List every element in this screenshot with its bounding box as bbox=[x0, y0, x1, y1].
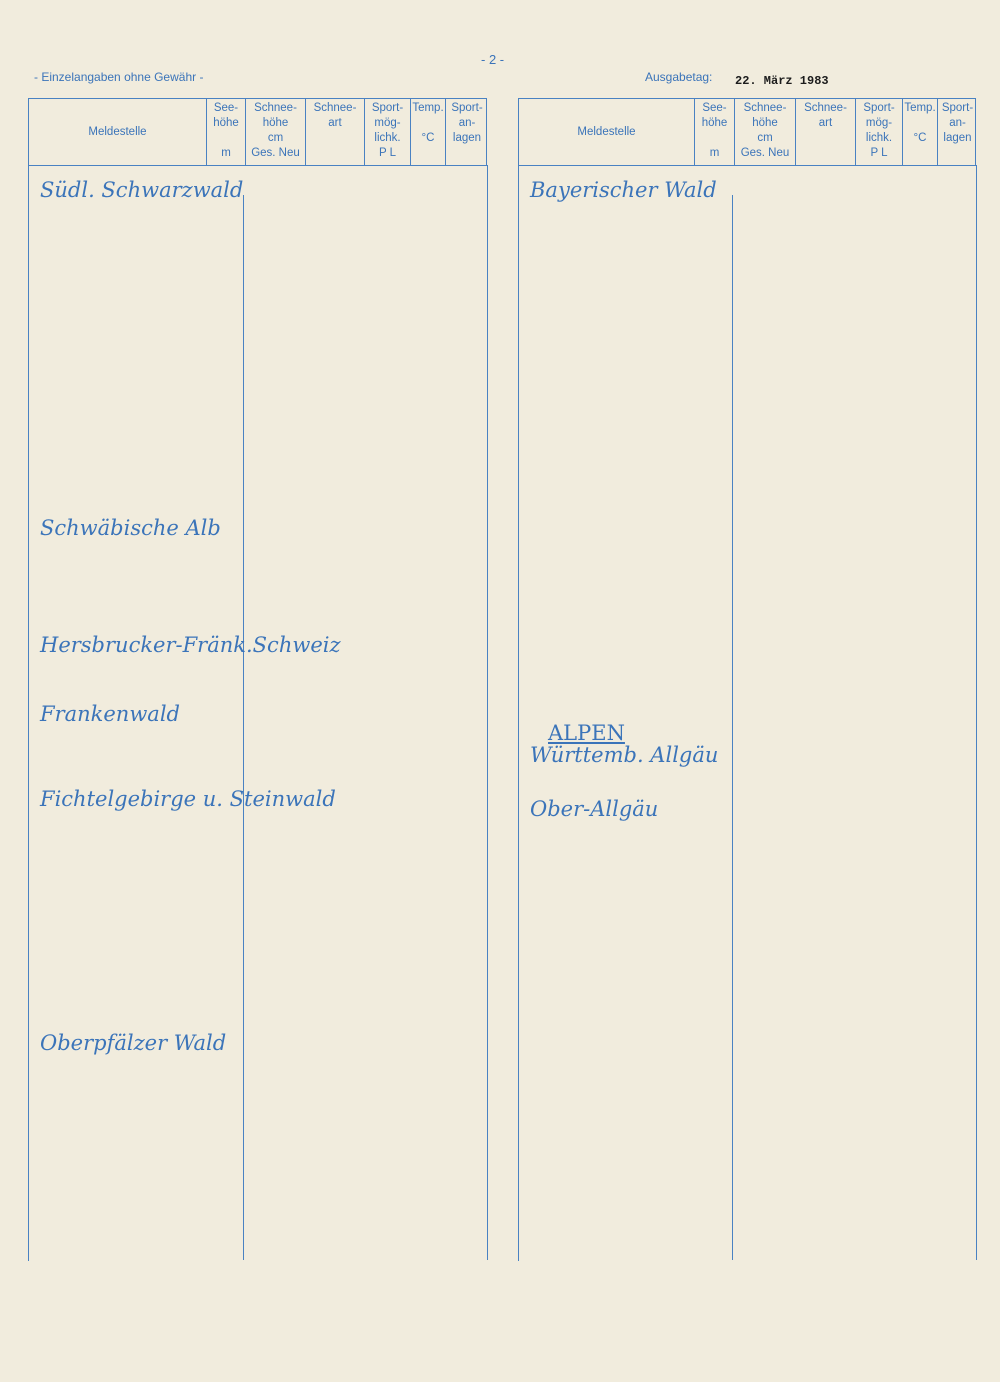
table-row bbox=[526, 281, 976, 297]
table-row bbox=[526, 534, 976, 550]
table-row bbox=[526, 837, 976, 853]
header-temp-line: °C bbox=[421, 132, 435, 144]
section-title: Württemb. Allgäu bbox=[530, 743, 719, 768]
header-facilities-line: lagen bbox=[943, 132, 972, 144]
column-rule bbox=[518, 165, 519, 1260]
header-facilities-line: lagen bbox=[452, 132, 482, 144]
section-title: Oberpfälzer Wald bbox=[40, 1030, 227, 1055]
header-snow-type-line: art bbox=[328, 117, 342, 129]
table-row bbox=[526, 660, 976, 676]
header-facilities-line: an- bbox=[949, 117, 966, 129]
header-snow-depth-line: Ges. Neu bbox=[251, 147, 300, 159]
table-row bbox=[526, 1074, 976, 1090]
section-title: ALPEN bbox=[548, 721, 625, 746]
header-snow-depth-line: höhe bbox=[262, 117, 289, 129]
table-row bbox=[36, 572, 487, 588]
header-temp-line: °C bbox=[913, 132, 927, 144]
table-row bbox=[36, 249, 487, 265]
table-row bbox=[36, 890, 487, 906]
header-sport-line: Sport- bbox=[863, 102, 895, 114]
table-row bbox=[36, 313, 487, 329]
table-row bbox=[526, 297, 976, 313]
table-row bbox=[36, 407, 487, 423]
section-title: Fichtelgebirge u. Steinwald bbox=[40, 787, 336, 812]
table-row bbox=[526, 328, 976, 344]
table-row bbox=[36, 657, 487, 673]
table-row bbox=[526, 947, 976, 963]
table-row bbox=[526, 853, 976, 869]
table-header bbox=[518, 98, 976, 166]
table-row bbox=[36, 726, 487, 742]
table-row bbox=[36, 859, 487, 875]
header-sport bbox=[365, 99, 411, 166]
table-row bbox=[36, 360, 487, 376]
table-row bbox=[526, 1105, 976, 1121]
section-title: Schwäbische Alb bbox=[40, 516, 221, 540]
issue-label: Ausgabetag: bbox=[645, 70, 713, 84]
header-snow-depth-line: höhe bbox=[752, 117, 778, 129]
table-row bbox=[36, 486, 487, 502]
header-bottom-rule bbox=[518, 165, 976, 166]
header-sport bbox=[856, 99, 903, 166]
table-row bbox=[526, 868, 976, 884]
table-row bbox=[526, 1011, 976, 1027]
column-rule bbox=[976, 165, 977, 1260]
header-facilities-line: Sport- bbox=[451, 102, 483, 114]
column-rule bbox=[28, 165, 29, 1260]
table-row bbox=[526, 613, 976, 629]
header-station bbox=[519, 99, 695, 166]
table-row bbox=[36, 1070, 487, 1086]
table-row bbox=[526, 1137, 976, 1153]
table-row bbox=[36, 328, 487, 344]
table-row bbox=[36, 938, 487, 954]
header-temp-line: Temp. bbox=[412, 102, 444, 114]
section-title: Hersbrucker-Fränk.Schweiz bbox=[40, 632, 341, 657]
header-temp-line: Temp. bbox=[904, 102, 936, 114]
table-row bbox=[36, 439, 487, 455]
table-row bbox=[526, 1042, 976, 1058]
table-row bbox=[526, 502, 976, 518]
table-row bbox=[36, 376, 487, 392]
table-bottom-rule bbox=[28, 1260, 30, 1261]
header-sport-line: mög- bbox=[865, 117, 893, 129]
table-row bbox=[526, 1169, 976, 1185]
table-row bbox=[526, 423, 976, 439]
table-row bbox=[36, 673, 487, 689]
table-bottom-rule bbox=[518, 1260, 520, 1261]
table-row bbox=[526, 932, 976, 948]
table-row bbox=[526, 1058, 976, 1074]
header-sport-line: Sport- bbox=[371, 102, 404, 114]
header-snow-depth-line: Schnee- bbox=[254, 102, 297, 114]
header-snow-depth-line: Schnee- bbox=[743, 102, 787, 114]
header-sport-line: P L bbox=[870, 147, 888, 159]
table-row bbox=[36, 1118, 487, 1134]
table-row bbox=[526, 629, 976, 645]
table-row bbox=[526, 676, 976, 692]
table-row bbox=[36, 827, 487, 843]
table-row bbox=[36, 1001, 487, 1017]
table-row bbox=[526, 313, 976, 329]
table-row bbox=[36, 985, 487, 1001]
table-row bbox=[526, 995, 976, 1011]
table-row bbox=[36, 954, 487, 970]
table-row bbox=[526, 767, 976, 783]
table-row bbox=[36, 906, 487, 922]
table-row bbox=[526, 234, 976, 250]
table-row bbox=[36, 1165, 487, 1181]
page-number: - 2 - bbox=[481, 52, 505, 67]
table-row bbox=[526, 581, 976, 597]
table-row bbox=[36, 392, 487, 408]
table-row bbox=[526, 455, 976, 471]
header-snow-depth-line: cm bbox=[757, 132, 773, 144]
table-row bbox=[36, 423, 487, 439]
header-snow-type bbox=[796, 99, 856, 166]
table-row bbox=[526, 979, 976, 995]
header-bottom-rule bbox=[28, 165, 487, 166]
header-station-line: Meldestelle bbox=[577, 126, 636, 138]
table-row bbox=[36, 556, 487, 572]
table-row bbox=[526, 407, 976, 423]
header-facilities-line: an- bbox=[458, 117, 476, 129]
table-row bbox=[36, 1149, 487, 1165]
table-row bbox=[526, 202, 976, 218]
header-temp bbox=[903, 99, 938, 166]
header-sport-line: lichk. bbox=[374, 132, 401, 144]
header-temp bbox=[411, 99, 446, 166]
header-altitude-line bbox=[695, 131, 734, 146]
header-station-line: Meldestelle bbox=[88, 126, 147, 138]
header-snow-depth bbox=[246, 99, 306, 166]
table-row bbox=[36, 540, 487, 556]
header-station bbox=[29, 99, 207, 166]
table-row bbox=[526, 1184, 976, 1200]
table-row bbox=[526, 884, 976, 900]
table-row bbox=[36, 471, 487, 487]
column-rule bbox=[487, 165, 488, 1260]
header-snow-depth-line: cm bbox=[267, 132, 284, 144]
table-row bbox=[36, 344, 487, 360]
table-row bbox=[36, 742, 487, 758]
header-facilities bbox=[938, 99, 977, 166]
table-row bbox=[526, 1026, 976, 1042]
table-row bbox=[526, 692, 976, 708]
section-title: Südl. Schwarzwald bbox=[40, 178, 244, 202]
table-row bbox=[526, 963, 976, 979]
table-row bbox=[526, 265, 976, 281]
table-header bbox=[28, 98, 487, 166]
table-row bbox=[36, 281, 487, 297]
header-altitude-line: m bbox=[221, 147, 231, 159]
table-row bbox=[36, 969, 487, 985]
table-row bbox=[526, 344, 976, 360]
header-snow-depth-line: Ges. Neu bbox=[740, 147, 790, 159]
header-altitude-line: See- bbox=[213, 102, 239, 114]
table-row bbox=[36, 455, 487, 471]
table-row bbox=[36, 603, 487, 619]
table-row bbox=[36, 1086, 487, 1102]
section-title: Bayerischer Wald bbox=[530, 178, 717, 202]
table-row bbox=[36, 758, 487, 774]
disclaimer: - Einzelangaben ohne Gewähr - bbox=[34, 70, 204, 84]
header-sport-line: lichk. bbox=[865, 132, 893, 144]
table-row bbox=[526, 518, 976, 534]
header-facilities bbox=[446, 99, 488, 166]
table-row bbox=[36, 234, 487, 250]
table-row bbox=[526, 900, 976, 916]
table-row bbox=[526, 218, 976, 234]
table-row bbox=[526, 565, 976, 581]
table-row bbox=[36, 1134, 487, 1150]
table-row bbox=[36, 1055, 487, 1071]
table-row bbox=[526, 471, 976, 487]
table-row bbox=[36, 218, 487, 234]
table-row bbox=[526, 360, 976, 376]
header-altitude-line: See- bbox=[702, 102, 727, 114]
table-row bbox=[526, 392, 976, 408]
table-row bbox=[526, 376, 976, 392]
header-snow-type bbox=[306, 99, 365, 166]
table-row bbox=[526, 550, 976, 566]
header-altitude-line: m bbox=[709, 147, 720, 159]
table-row bbox=[526, 821, 976, 837]
table-row bbox=[36, 202, 487, 218]
table-row bbox=[36, 922, 487, 938]
table-row bbox=[36, 297, 487, 313]
header-sport-line: P L bbox=[378, 147, 397, 159]
table-row bbox=[36, 811, 487, 827]
header-altitude bbox=[695, 99, 735, 166]
table-row bbox=[526, 1121, 976, 1137]
table-row bbox=[526, 1090, 976, 1106]
section-title: Frankenwald bbox=[40, 702, 180, 727]
issue-date: 22. März 1983 bbox=[735, 74, 829, 88]
header-altitude-line: höhe bbox=[213, 117, 239, 129]
header-snow-type-line: art bbox=[818, 117, 833, 129]
header-facilities-line: Sport- bbox=[941, 102, 974, 114]
section-title: Ober-Allgäu bbox=[530, 797, 659, 821]
header-snow-type-line: Schnee- bbox=[313, 102, 357, 114]
table-row bbox=[526, 439, 976, 455]
table-row bbox=[526, 249, 976, 265]
header-altitude-line: höhe bbox=[701, 117, 728, 129]
table-row bbox=[526, 916, 976, 932]
table-row bbox=[526, 644, 976, 660]
table-row bbox=[36, 875, 487, 891]
table-row bbox=[526, 1153, 976, 1169]
header-snow-type-line: Schnee- bbox=[804, 102, 847, 114]
header-altitude bbox=[207, 99, 246, 166]
header-altitude-line bbox=[207, 131, 245, 146]
header-snow-depth bbox=[735, 99, 796, 166]
table-row bbox=[36, 1102, 487, 1118]
table-row bbox=[526, 597, 976, 613]
table-row bbox=[526, 486, 976, 502]
table-row bbox=[36, 587, 487, 603]
table-row bbox=[36, 265, 487, 281]
table-row bbox=[36, 843, 487, 859]
header-sport-line: mög- bbox=[374, 117, 401, 129]
